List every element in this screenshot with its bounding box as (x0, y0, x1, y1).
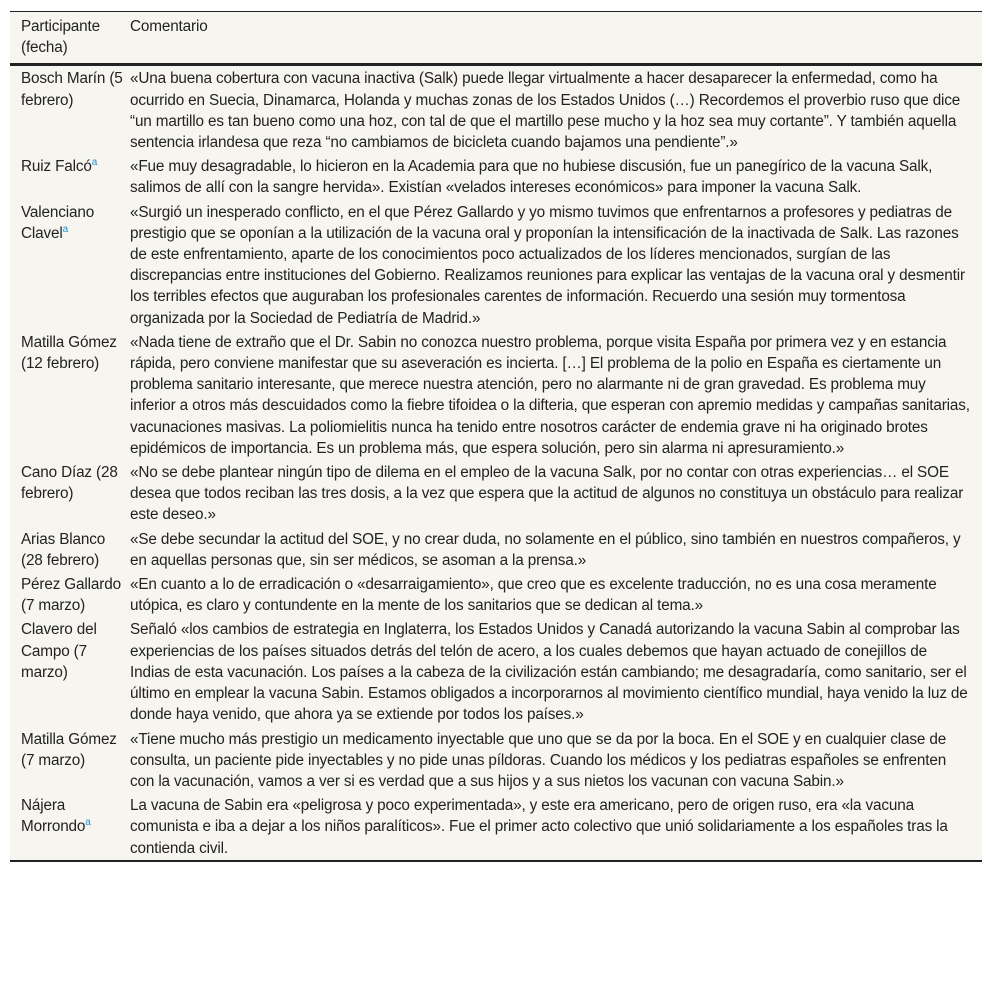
participant-name: Cano Díaz (28 febrero) (21, 464, 118, 503)
participant-cell (10, 460, 130, 527)
participant-name: Pérez Gallardo (7 marzo) (21, 576, 121, 615)
table-row (10, 793, 982, 860)
participant-cell (10, 793, 130, 860)
participant-cell (10, 330, 130, 460)
comment-cell: «Surgió un inesperado conflicto, en el que Pérez Gallardo y yo mismo tuvimos que enfrentarnos a profesores y pediatras de prestigio que se oponían a la utilización de la vacuna oral y proponían la intensificación de la inactivada de Salk. Las razones de este enfrentamiento, aparte de los conocimientos poco actualizados de los líderes mencionados, surgían de las discrepancias entre instituciones del Gobierno. Realizamos reuniones para explicar las ventajas de la vacuna oral y desmentir los terribles efectos que auguraban los profesionales carentes de información. Recuerdo una sesión muy tormentosa organizada por la Sociedad de Pediatría de Madrid.» (130, 203, 965, 327)
table-row (10, 65, 982, 154)
participant-cell (10, 527, 130, 572)
footnote-link[interactable]: a (62, 223, 69, 235)
participant-name: Matilla Gómez (12 febrero) (21, 333, 117, 373)
participant-cell (10, 154, 130, 199)
participant-name: Bosch Marín (5 febrero) (21, 70, 123, 109)
participant-cell (10, 572, 130, 617)
comment-cell: «Se debe secundar la actitud del SOE, y no crear duda, no solamente en el público, sino también en nuestros compañeros, y en aquellas personas que, sin ser médicos, se asoman a la prensa.» (130, 530, 961, 569)
comment-cell: La vacuna de Sabin era «peligrosa y poco experimentada», y este era americano, pero de origen ruso, era «la vacuna comunista e iba a dejar a los niños paralíticos». Fue el primer acto colectivo que unió solidariamente a los españoles tras la contienda civil. (130, 797, 948, 857)
quotes-table (10, 12, 982, 860)
footnote-link[interactable]: a (91, 157, 98, 169)
table-row (10, 460, 982, 527)
participant-name: Valenciano Clavel (21, 203, 95, 242)
header-comment: Comentario (130, 12, 982, 65)
table-row (10, 572, 982, 617)
quotes-table-container (10, 11, 982, 862)
comment-cell: Señaló «los cambios de estrategia en Inglaterra, los Estados Unidos y Canadá autorizando la vacuna Sabin al comprobar las experiencias de los países situados detrás del telón de acero, a los cuales debemos que hayan actuado de conejillos de Indias de esta vacunación. Los países a la cabeza de la civilización están cambiando; me desagradaría, como sanitario, ser el último en emplear la vacuna Sabin. Estamos obligados a incorporarnos al movimiento científico mundial, haya venido la luz de donde haya venido, que ahora ya se extiende por todos los países.» (130, 621, 968, 724)
comment-cell: «Tiene mucho más prestigio un medicamento inyectable que uno que se da por la boca. En el SOE y en cualquier clase de consulta, un paciente pide inyectables y no pide unas píldoras. Cuando los médicos y los pediatras españoles se enfrenten con la vacunación, vamos a ver si es verdad que a sus hijos y a sus nietos los vacunan con vacuna Sabin.» (130, 730, 947, 790)
footnote-link[interactable]: a (85, 817, 91, 829)
table-row (10, 330, 982, 460)
participant-name: Arias Blanco (28 febrero) (21, 530, 106, 569)
table-row (10, 727, 982, 794)
participant-cell (10, 727, 130, 794)
comment-cell: «Una buena cobertura con vacuna inactiva (Salk) puede llegar virtualmente a hacer desaparecer la enfermedad, como ha ocurrido en Suecia, Dinamarca, Holanda y muchas zonas de los Estados Unidos (…) Recordemos el proverbio ruso que dice “un martillo es tan bueno como una hoz, con tal de que el martillo pese mucho y la hoz sea muy cortante”. Y también aquella sentencia irlandesa que reza “no cambiamos de bicicleta cuando bajamos una pendiente”.» (130, 70, 961, 152)
comment-cell: «Nada tiene de extraño que el Dr. Sabin no conozca nuestro problema, porque visita España por primera vez y en estancia rápida, pero conviene manifestar que su aseveración es incierta. […] El problema de la polio en España es ciertamente un problema sanitario interesante, que merece nuestra atención, pero no alarmante ni de gran gravedad. Es problema muy inferior a otros más descuidados como la fiebre tifoidea o la difteria, que esperan con apremio medidas y campañas sanitarias, vacunaciones masivas. La poliomielitis nunca ha tenido entre nosotros carácter de endemia grave ni ha originado brotes epidémicos de importancia. Es un problema más, que espera solución, pero sin alarma ni apresuramiento.» (130, 333, 970, 457)
header-participant: Participante (fecha) (10, 12, 130, 65)
participant-cell (10, 200, 130, 330)
table-row (10, 154, 982, 199)
participant-name: Clavero del Campo (7 marzo) (21, 621, 97, 681)
comment-cell: «No se debe plantear ningún tipo de dilema en el empleo de la vacuna Salk, por no contar con otras experiencias… el SOE desea que todos reciban las tres dosis, a la vez que espera que la actitud de algunos no constituya un obstáculo para realizar este deseo.» (130, 464, 964, 524)
table-row (10, 527, 982, 572)
comment-cell: «Fue muy desagradable, lo hicieron en la Academia para que no hubiese discusión, fue un panegírico de la vacuna Salk, salimos de allí con la sangre hervida». Existían «velados intereses económicos» para imponer la vacuna Salk. (130, 158, 933, 197)
participant-name: Matilla Gómez (7 marzo) (21, 730, 117, 769)
participant-name: Ruiz Falcó (21, 158, 92, 176)
participant-cell (10, 65, 130, 154)
comment-cell: «En cuanto a lo de erradicación o «desarraigamiento», que creo que es excelente traducción, no es una cosa meramente utópica, es claro y contundente en la mente de los sanitarios que se dedican al tema.» (130, 576, 937, 615)
table-row (10, 200, 982, 330)
table-header-row (10, 12, 982, 65)
participant-name: Nájera Morrondo (21, 797, 86, 836)
participant-cell (10, 617, 130, 726)
table-row (10, 617, 982, 726)
